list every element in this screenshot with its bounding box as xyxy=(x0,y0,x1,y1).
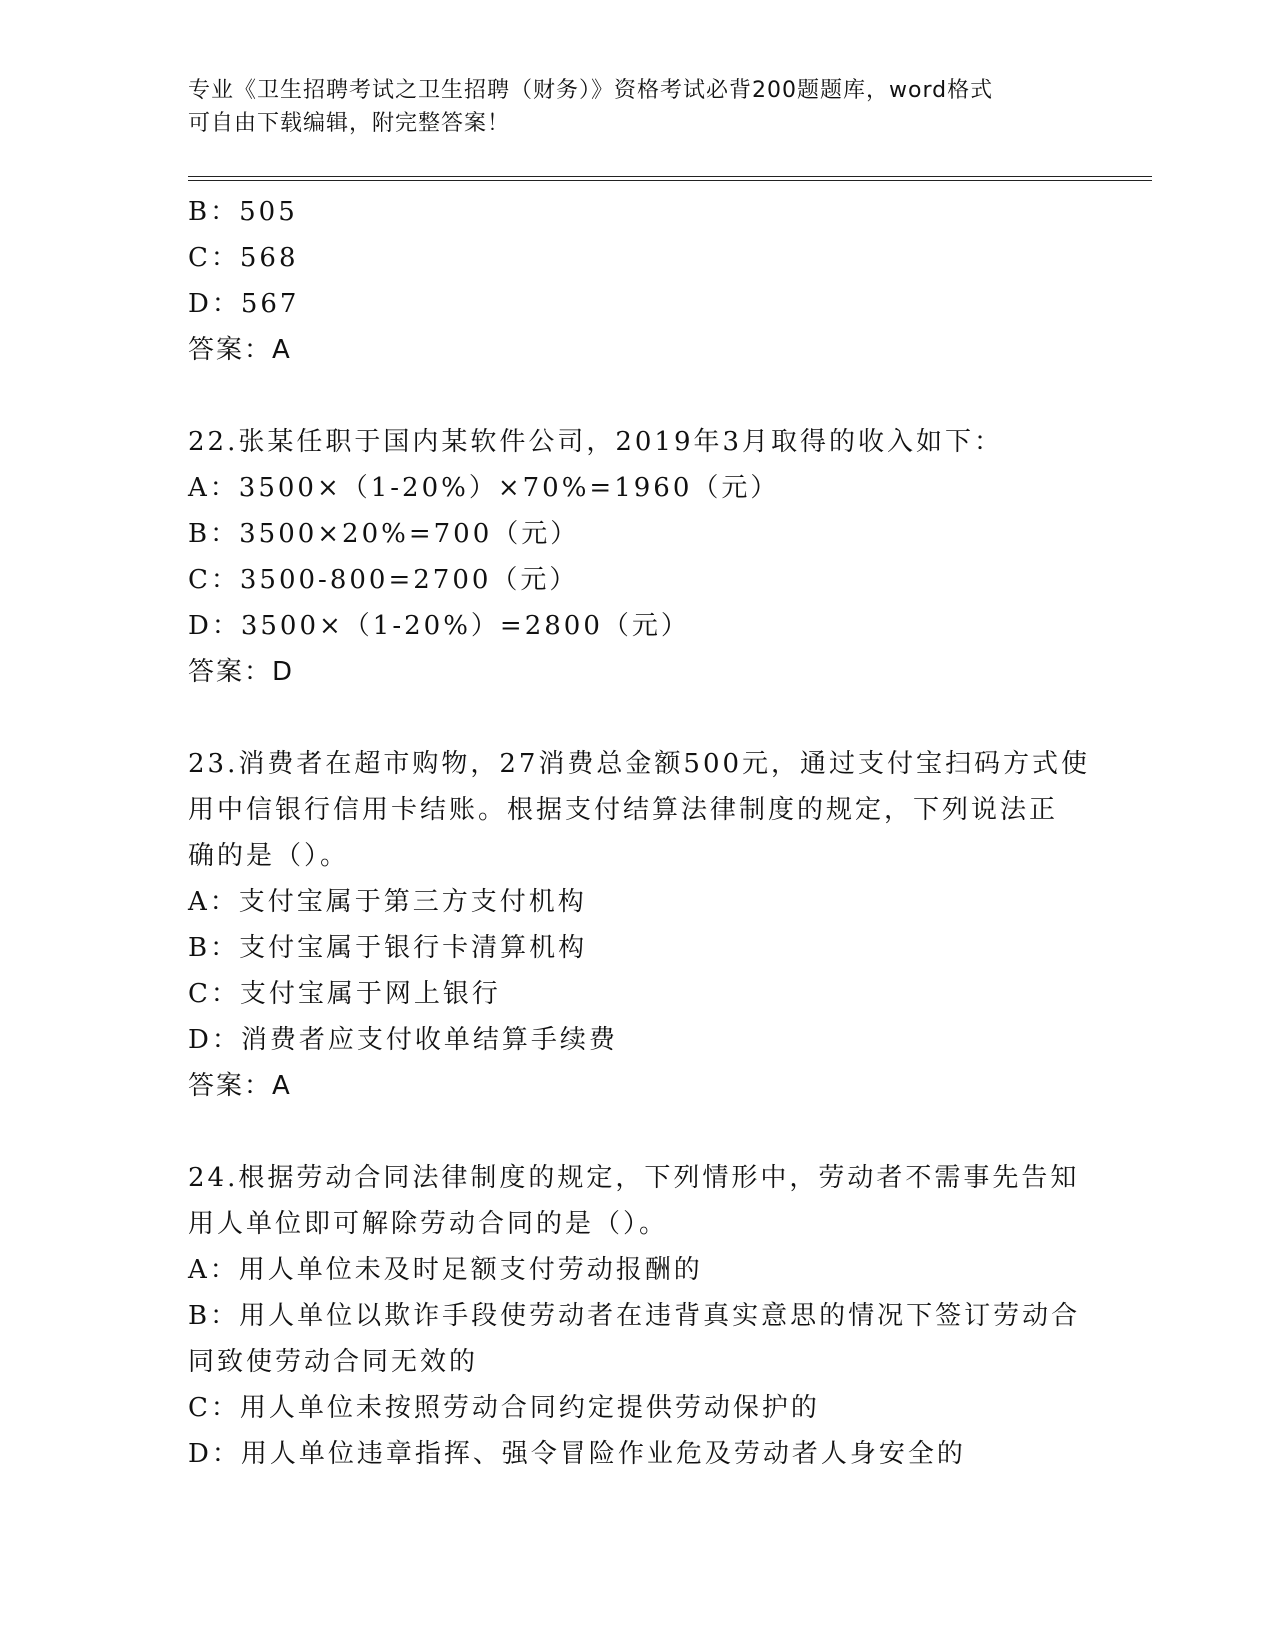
document-body xyxy=(188,189,1091,1477)
option-b: B：505 xyxy=(188,197,298,227)
question-23 xyxy=(188,741,1091,1109)
option-a: A：支付宝属于第三方支付机构 xyxy=(188,887,587,917)
option-a: A：3500×（1-20%）×70%=1960（元） xyxy=(188,473,780,503)
answer-line: 答案：A xyxy=(188,335,292,365)
question-22 xyxy=(188,419,1088,695)
option-b: B：支付宝属于银行卡清算机构 xyxy=(188,933,588,963)
option-c: C：3500-800=2700（元） xyxy=(188,565,579,595)
option-b-continued: 同致使劳动合同无效的 xyxy=(188,1347,479,1377)
header-divider xyxy=(188,176,1152,181)
header-title-line-2: 可自由下载编辑，附完整答案！ xyxy=(188,111,511,136)
question-stem: 22.张某任职于国内某软件公司，2019年3月取得的收入如下： xyxy=(188,427,1004,457)
option-c: C：支付宝属于网上银行 xyxy=(188,979,501,1009)
answer-line: 答案：A xyxy=(188,1071,292,1101)
option-a: A：用人单位未及时足额支付劳动报酬的 xyxy=(188,1255,703,1285)
spacer xyxy=(188,695,1088,741)
page-header xyxy=(188,74,1068,140)
question-stem: 24.根据劳动合同法律制度的规定，下列情形中，劳动者不需事先告知 xyxy=(188,1163,1080,1193)
option-c: C：568 xyxy=(188,243,299,273)
answer-line: 答案：D xyxy=(188,657,295,687)
option-d: D：用人单位违章指挥、强令冒险作业危及劳动者人身安全的 xyxy=(188,1439,966,1469)
question-24 xyxy=(188,1155,1088,1477)
spacer xyxy=(188,1109,1088,1155)
question-21-continuation xyxy=(188,189,1088,373)
option-b: B：用人单位以欺诈手段使劳动者在违背真实意思的情况下签订劳动合 xyxy=(188,1301,1081,1331)
option-d: D：3500×（1-20%）=2800（元） xyxy=(188,611,690,641)
option-b: B：3500×20%=700（元） xyxy=(188,519,580,549)
question-stem: 23.消费者在超市购物，27消费总金额500元，通过支付宝扫码方式使 xyxy=(188,749,1091,779)
option-d: D：567 xyxy=(188,289,300,319)
option-d: D：消费者应支付收单结算手续费 xyxy=(188,1025,618,1055)
question-stem: 确的是（）。 xyxy=(188,841,350,871)
spacer xyxy=(188,373,1088,419)
question-stem: 用中信银行信用卡结账。根据支付结算法律制度的规定，下列说法正 xyxy=(188,795,1059,825)
option-c: C：用人单位未按照劳动合同约定提供劳动保护的 xyxy=(188,1393,820,1423)
question-stem: 用人单位即可解除劳动合同的是（）。 xyxy=(188,1209,669,1239)
header-title-line-1: 专业《卫生招聘考试之卫生招聘（财务）》资格考试必背200题题库，word格式 xyxy=(188,78,994,103)
